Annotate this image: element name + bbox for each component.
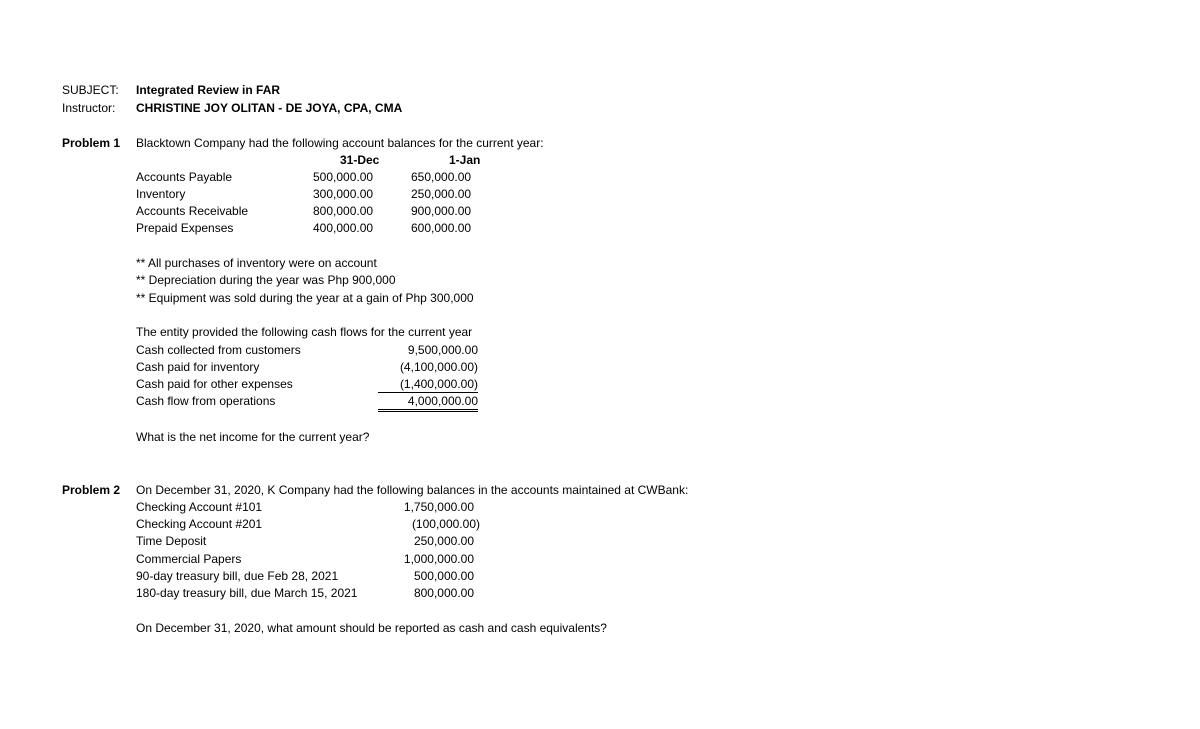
problem1-question: What is the net income for the current year? [136,430,370,444]
item-name: 90-day treasury bill, due Feb 28, 2021 [136,569,339,583]
item-amount: (100,000.00) [411,517,480,531]
problem2-label: Problem 2 [62,483,121,497]
instructor-label: Instructor: [62,101,116,115]
account-dec31: 300,000.00 [313,187,374,201]
problem2-question: On December 31, 2020, what amount should be reported as cash and cash equivalents? [136,621,607,635]
item-name: Commercial Papers [136,552,242,566]
account-jan1: 650,000.00 [411,170,472,184]
account-dec31: 800,000.00 [313,204,374,218]
cashflow-amount: (4,100,000.00) [399,360,478,374]
cashflow-amount: (1,400,000.00) [378,377,478,393]
item-amount: 250,000.00 [413,534,474,548]
cashflow-amount: 9,500,000.00 [407,343,478,357]
item-name: Checking Account #201 [136,517,263,531]
col-header-dec31: 31-Dec [340,153,380,167]
account-name: Accounts Receivable [136,204,249,218]
account-dec31: 400,000.00 [313,221,374,235]
item-amount: 500,000.00 [413,569,474,583]
account-name: Accounts Payable [136,170,233,184]
cashflow-total: 4,000,000.00 [378,394,478,412]
problem2-intro: On December 31, 2020, K Company had the following balances in the accounts maintained at CWBank: [136,483,689,497]
account-name: Inventory [136,187,186,201]
col-header-jan1: 1-Jan [449,153,481,167]
account-name: Prepaid Expenses [136,221,234,235]
cashflow-intro: The entity provided the following cash flows for the current year [136,325,473,339]
problem1-label: Problem 1 [62,136,121,150]
instructor-value: CHRISTINE JOY OLITAN - DE JOYA, CPA, CMA [136,101,403,115]
account-jan1: 900,000.00 [411,204,472,218]
cashflow-name: Cash flow from operations [136,394,276,408]
account-jan1: 250,000.00 [411,187,472,201]
account-dec31: 500,000.00 [313,170,374,184]
subject-value: Integrated Review in FAR [136,83,281,97]
note: ** Equipment was sold during the year at a gain of Php 300,000 [136,291,474,305]
problem1-intro: Blacktown Company had the following account balances for the current year: [136,136,544,150]
item-amount: 1,750,000.00 [403,500,474,514]
item-name: 180-day treasury bill, due March 15, 2021 [136,586,358,600]
cashflow-name: Cash collected from customers [136,343,301,357]
item-amount: 1,000,000.00 [403,552,474,566]
item-name: Time Deposit [136,534,207,548]
item-name: Checking Account #101 [136,500,263,514]
cashflow-name: Cash paid for other expenses [136,377,293,391]
note: ** Depreciation during the year was Php 900,000 [136,273,396,287]
subject-label: SUBJECT: [62,83,119,97]
item-amount: 800,000.00 [413,586,474,600]
account-jan1: 600,000.00 [411,221,472,235]
cashflow-name: Cash paid for inventory [136,360,260,374]
note: ** All purchases of inventory were on account [136,256,377,270]
